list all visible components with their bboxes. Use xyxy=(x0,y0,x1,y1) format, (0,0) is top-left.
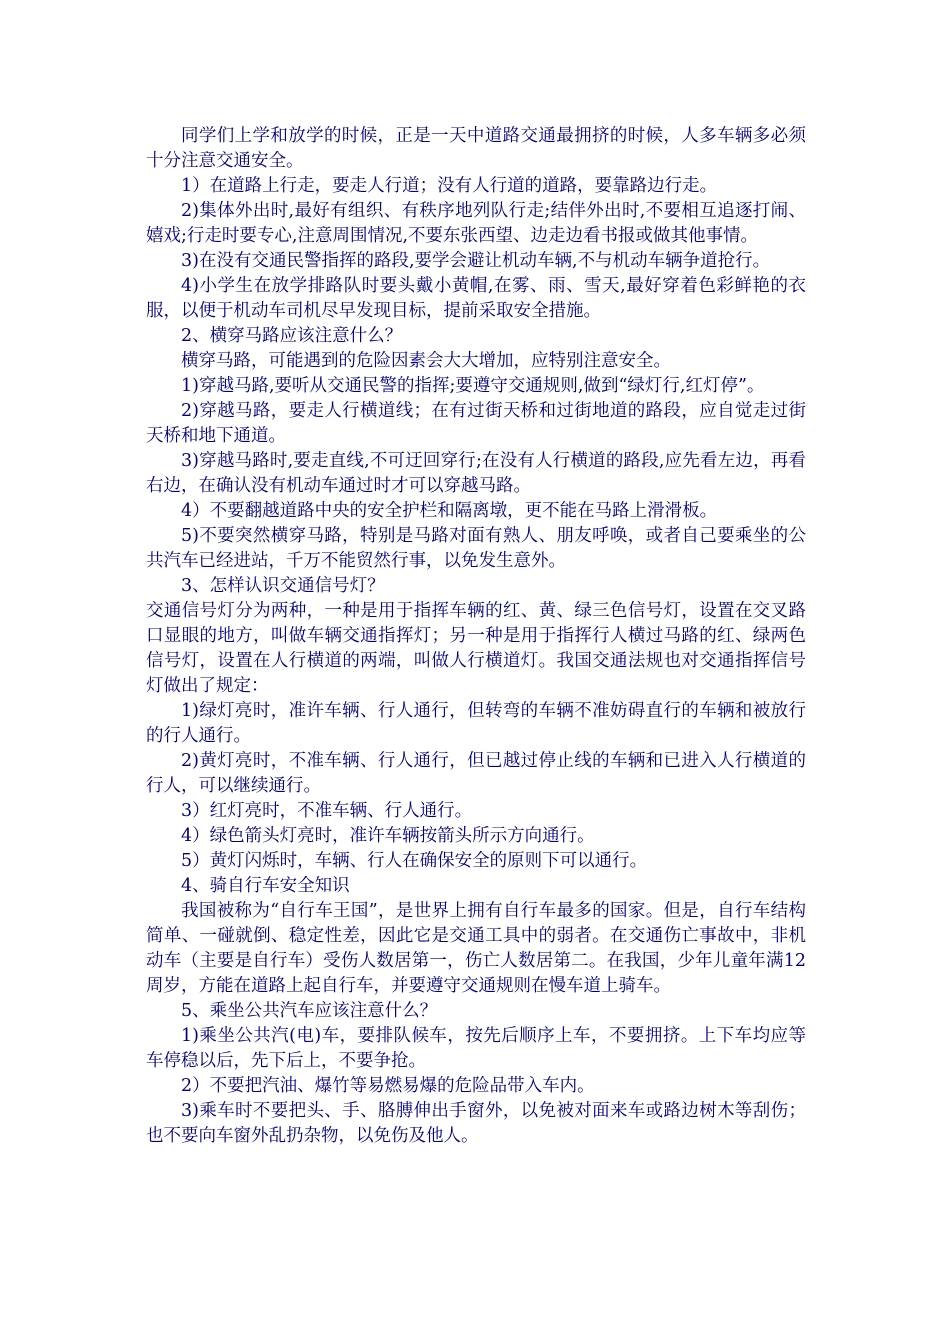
paragraph: 1)绿灯亮时，准许车辆、行人通行，但转弯的车辆不准妨碍直行的车辆和被放行的行人通行。 xyxy=(146,701,806,746)
paragraph: 4）不要翻越道路中央的安全护栏和隔离墩，更不能在马路上滑滑板。 xyxy=(181,501,718,521)
paragraph: 交通信号灯分为两种，一种是用于指挥车辆的红、黄、绿三色信号灯，设置在交叉路口显眼的地方，叫做车辆交通指挥灯；另一种是用于指挥行人横过马路的红、绿两色信号灯，设置在人行横道的两端，叫做人行横道灯。我国交通法规也对交通指挥信号灯做出了规定： xyxy=(146,601,806,696)
paragraph: 1)穿越马路,要听从交通民警的指挥;要遵守交通规则,做到“绿灯行,红灯停”。 xyxy=(181,376,765,396)
paragraph: 3）红灯亮时，不准车辆、行人通行。 xyxy=(181,801,473,821)
paragraph: 1)乘坐公共汽(电)车，要排队候车，按先后顺序上车，不要拥挤。上下车均应等车停稳以后，先下后上，不要争抢。 xyxy=(146,1026,806,1071)
paragraph: 横穿马路，可能遇到的危险因素会大大增加，应特别注意安全。 xyxy=(181,351,671,371)
paragraph: 1）在道路上行走，要走人行道；没有人行道的道路，要靠路边行走。 xyxy=(181,176,718,196)
paragraph: 2)集体外出时,最好有组织、有秩序地列队行走;结伴外出时,不要相互追逐打闹、嬉戏;行走时要专心,注意周围情况,不要东张西望、边走边看书报或做其他事情。 xyxy=(146,201,806,246)
paragraph: 4、骑自行车安全知识 xyxy=(181,876,350,896)
paragraph: 3)在没有交通民警指挥的路段,要学会避让机动车辆,不与机动车辆争道抢行。 xyxy=(181,251,771,271)
paragraph: 5)不要突然横穿马路，特别是马路对面有熟人、朋友呼唤，或者自己要乘坐的公共汽车已经进站，千万不能贸然行事，以免发生意外。 xyxy=(146,526,806,571)
paragraph: 2)穿越马路，要走人行横道线；在有过街天桥和过街地道的路段，应自觉走过街天桥和地下通道。 xyxy=(146,401,806,446)
paragraph: 2）不要把汽油、爆竹等易燃易爆的危险品带入车内。 xyxy=(181,1076,595,1096)
paragraph: 4)小学生在放学排路队时要头戴小黄帽,在雾、雨、雪天,最好穿着色彩鲜艳的衣服，以便于机动车司机尽早发现目标，提前采取安全措施。 xyxy=(146,276,806,321)
paragraph: 同学们上学和放学的时候，正是一天中道路交通最拥挤的时候，人多车辆多必须十分注意交通安全。 xyxy=(146,126,806,171)
paragraph: 4）绿色箭头灯亮时，准许车辆按箭头所示方向通行。 xyxy=(181,826,595,846)
paragraph: 3)乘车时不要把头、手、胳膊伸出手窗外，以免被对面来车或路边树木等刮伤；也不要向车窗外乱扔杂物，以免伤及他人。 xyxy=(146,1101,806,1146)
paragraph: 3、怎样认识交通信号灯？ xyxy=(181,576,385,596)
paragraph: 我国被称为“自行车王国”，是世界上拥有自行车最多的国家。但是，自行车结构简单、一碰就倒、稳定性差，因此它是交通工具中的弱者。在交通伤亡事故中，非机动车（主要是自行车）受伤人数居第一，伤亡人数居第二。在我国，少年儿童年满12周岁，方能在道路上起自行车，并要遵守交通规则在慢车道上骑车。 xyxy=(146,901,806,996)
paragraph: 5、乘坐公共汽车应该注意什么？ xyxy=(181,1001,438,1021)
paragraph: 5）黄灯闪烁时，车辆、行人在确保安全的原则下可以通行。 xyxy=(181,851,648,871)
paragraph: 3)穿越马路时,要走直线,不可迂回穿行;在没有人行横道的路段,应先看左边，再看右边，在确认没有机动车通过时才可以穿越马路。 xyxy=(146,451,806,496)
document-body xyxy=(146,124,806,1149)
paragraph: 2、横穿马路应该注意什么？ xyxy=(181,326,403,346)
paragraph: 2)黄灯亮时，不准车辆、行人通行，但已越过停止线的车辆和已进入人行横道的行人，可以继续通行。 xyxy=(146,751,806,796)
